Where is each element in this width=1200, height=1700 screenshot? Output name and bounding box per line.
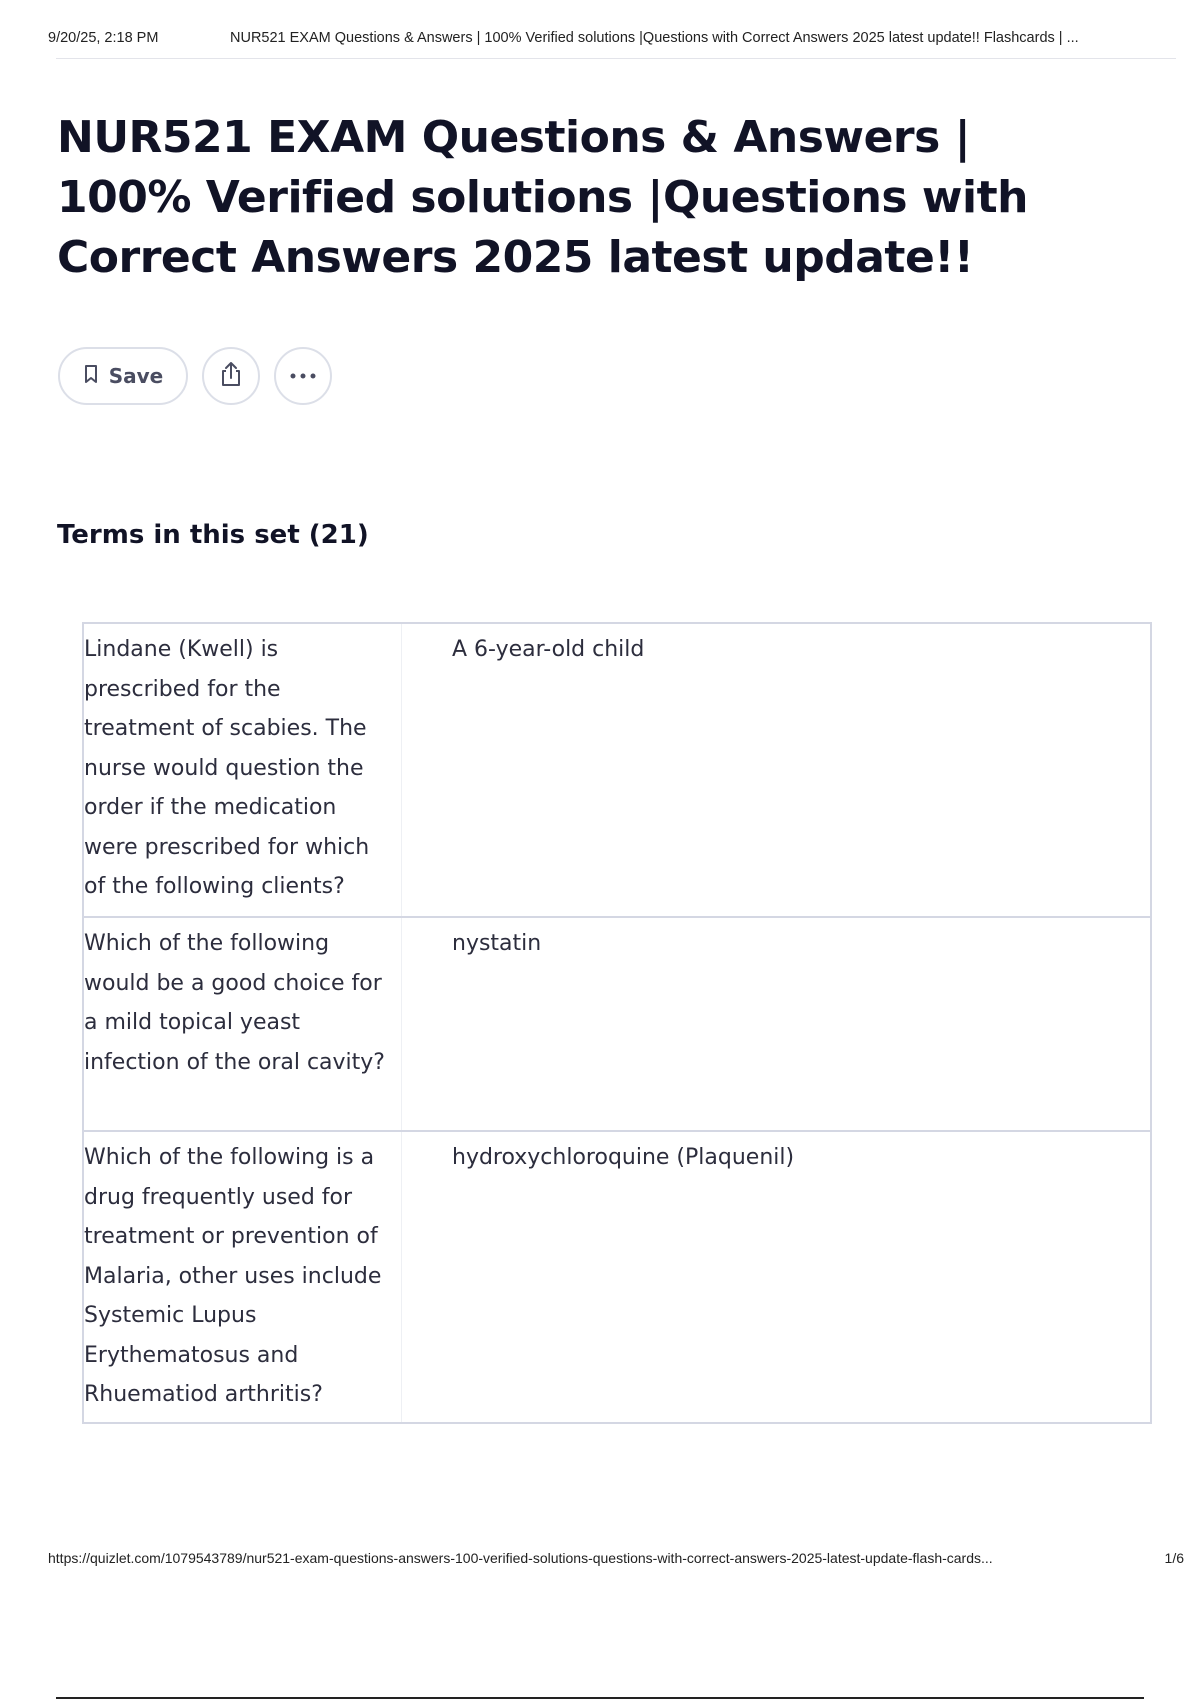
term-text: Which of the following is a drug frequently used for treatment or prevention of Malaria, other uses include Systemic Lupus Erythematosus and Rhuematiod arthritis? [84, 1132, 402, 1422]
terms-table [82, 624, 1152, 1424]
page-bottom-divider [56, 1697, 1144, 1699]
bookmark-icon [83, 364, 99, 389]
print-doc-title: NUR521 EXAM Questions & Answers | 100% Verified solutions |Questions with Correct Answers 2025 latest update!! Flashcards | ... [230, 30, 1079, 46]
definition-text: nystatin [452, 931, 542, 956]
term-row [82, 1130, 1152, 1424]
term-text: Lindane (Kwell) is prescribed for the treatment of scabies. The nurse would question the order if the medication were prescribed for which of the following clients? [84, 624, 402, 916]
save-label: Save [108, 364, 164, 388]
share-button[interactable] [202, 347, 260, 405]
print-date: 9/20/25, 2:18 PM [48, 30, 159, 46]
more-horizontal-icon [289, 367, 317, 385]
share-icon [218, 360, 244, 393]
print-url: https://quizlet.com/1079543789/nur521-exam-questions-answers-100-verified-solutions-questions-with-correct-answers-2025-latest-update-flash-cards... [48, 1550, 993, 1566]
definition-text: hydroxychloroquine (Plaquenil) [452, 1145, 795, 1170]
more-options-button[interactable] [274, 347, 332, 405]
definition-text: A 6-year-old child [452, 637, 645, 662]
page-title: NUR521 EXAM Questions & Answers | 100% Verified solutions |Questions with Correct Answers 2025 latest update!! [57, 112, 1028, 283]
term-row [82, 916, 1152, 1132]
header-divider [56, 58, 1176, 59]
term-row [82, 622, 1152, 918]
action-bar [58, 346, 332, 406]
page-number: 1/6 [1164, 1550, 1184, 1566]
terms-heading: Terms in this set (21) [57, 520, 369, 550]
save-button[interactable] [58, 347, 188, 405]
term-text: Which of the following would be a good choice for a mild topical yeast infection of the oral cavity? [84, 918, 402, 1130]
